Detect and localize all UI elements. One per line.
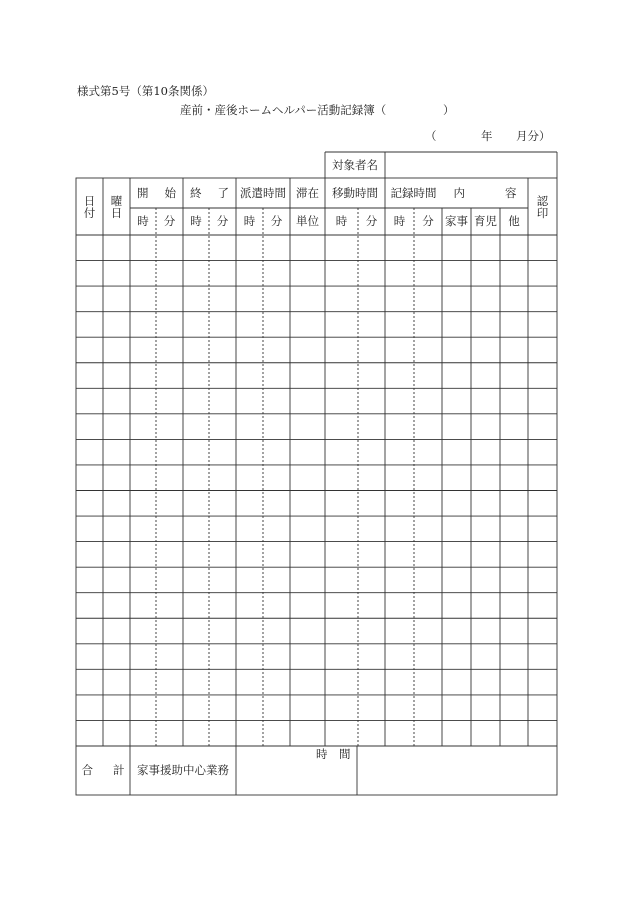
end-header-char-2: 了 [217, 185, 229, 200]
date-header-char-2: 付 [83, 205, 96, 220]
period-year-label: 年 [481, 129, 493, 143]
total-hours-field[interactable] [236, 760, 357, 795]
housework-label: 家事 [445, 214, 468, 228]
approval-header [528, 178, 557, 235]
total-label [76, 746, 130, 795]
period-month-label: 月分） [516, 129, 551, 143]
weekday-header-char-1: 曜 [110, 193, 123, 208]
form-title-suffix: ） [443, 103, 455, 117]
end-header [183, 178, 236, 208]
period-open-paren: （ [425, 129, 437, 143]
content-header-char-1: 内 [453, 185, 465, 200]
record-time-header: 記録時間 [390, 185, 437, 200]
form-number: 様式第5号（第10条関係） [77, 84, 214, 98]
approval-header-char-2: 印 [536, 205, 549, 220]
start-header-char-2: 始 [164, 185, 176, 200]
subject-name-field[interactable] [385, 152, 557, 178]
dispatch-time-header: 派遣時間 [240, 185, 286, 200]
other-label: 他 [508, 214, 520, 228]
start-header-char-1: 開 [137, 185, 149, 200]
content-header [442, 178, 528, 208]
total-hours-label: 時 間 [316, 747, 351, 761]
end-hour-label: 時 [190, 214, 202, 228]
date-header-char-1: 日 [83, 193, 96, 208]
dispatch-hour-label: 時 [243, 214, 256, 228]
total-remarks-field[interactable] [357, 746, 557, 795]
record-minute-label: 分 [422, 214, 434, 228]
date-header [76, 178, 103, 235]
subject-name-label: 対象者名 [332, 157, 378, 172]
stay-unit-label: 単位 [296, 214, 319, 228]
childcare-label: 育児 [474, 214, 497, 228]
weekday-header [103, 178, 130, 235]
record-hour-label: 時 [393, 214, 406, 228]
start-hour-label: 時 [137, 214, 149, 228]
travel-hour-label: 時 [335, 214, 348, 228]
start-header [130, 178, 183, 208]
content-header-char-2: 容 [505, 185, 517, 200]
approval-header-char-1: 認 [536, 193, 549, 208]
total-label-char-2: 計 [113, 763, 125, 777]
travel-minute-label: 分 [365, 214, 378, 228]
housework-support-label: 家事援助中心業務 [137, 763, 229, 777]
stay-header: 滞在 [296, 185, 319, 200]
travel-time-header: 移動時間 [332, 185, 378, 200]
end-header-char-1: 終 [190, 185, 202, 200]
total-label-char-1: 合 [81, 763, 93, 777]
form-title-prefix: 産前・産後ホームヘルパー活動記録簿（ [180, 103, 387, 117]
dispatch-minute-label: 分 [270, 214, 283, 228]
start-minute-label: 分 [163, 214, 176, 228]
end-minute-label: 分 [216, 214, 229, 228]
weekday-header-char-2: 日 [110, 205, 123, 220]
